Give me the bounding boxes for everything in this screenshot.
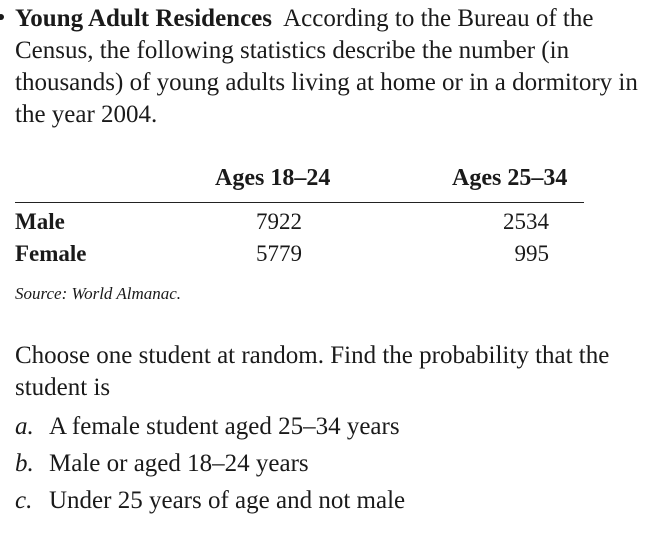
problem-intro-text: According to the Bureau of the Census, the following statistics describe the number (in thousands) of young adults living at home or in a dormitory in the year 2004.	[15, 5, 638, 128]
part-letter: c.	[15, 487, 33, 514]
question-part-a	[15, 408, 640, 445]
question-prompt: Choose one student at random. Find the probability that the student is	[15, 342, 610, 401]
cell-male-25-34: 2534	[503, 209, 549, 234]
table-source: Source: World Almanac.	[15, 284, 182, 303]
problem-intro	[15, 3, 640, 131]
column-header-ages-18-24: Ages 18–24	[215, 165, 331, 191]
part-text: A female student aged 25–34 years	[49, 413, 400, 440]
part-text: Male or aged 18–24 years	[49, 450, 309, 477]
problem-title: Young Adult Residences	[15, 5, 272, 32]
question-parts	[15, 408, 640, 519]
cell-female-25-34: 995	[514, 241, 549, 266]
bullet-mark	[0, 14, 4, 20]
part-letter: b.	[15, 450, 34, 477]
question-part-b	[15, 445, 640, 482]
part-text: Under 25 years of age and not male	[49, 487, 406, 514]
part-letter: a.	[15, 413, 34, 440]
column-header-ages-25-34: Ages 25–34	[452, 165, 568, 191]
table-row	[15, 241, 587, 273]
row-label-female: Female	[15, 241, 87, 266]
cell-male-18-24: 7922	[256, 209, 302, 234]
table-row	[15, 209, 587, 241]
header-rule	[15, 202, 584, 203]
question-part-c	[15, 482, 640, 519]
cell-female-18-24: 5779	[256, 241, 302, 266]
row-label-male: Male	[15, 209, 65, 234]
